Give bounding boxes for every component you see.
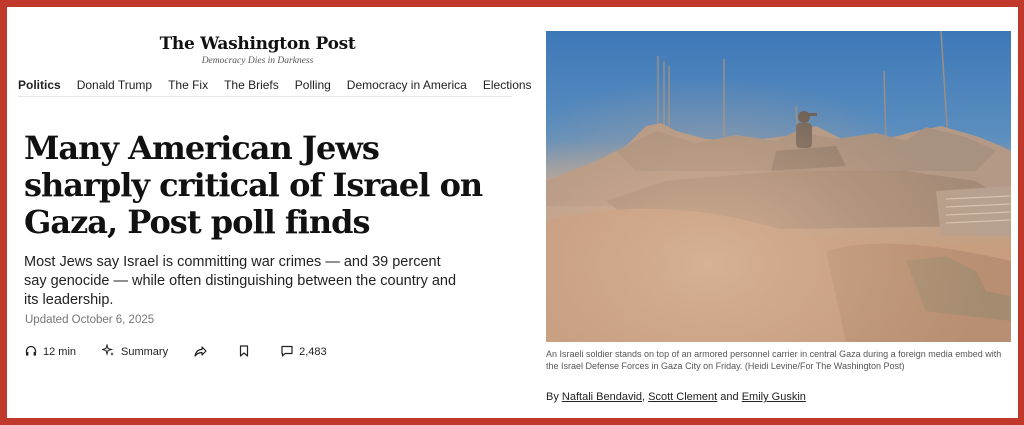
nav-item-the-briefs[interactable]: The Briefs (224, 78, 279, 92)
nav-item-polling[interactable]: Polling (294, 78, 331, 92)
nav-item-donald-trump[interactable]: Donald Trump (76, 78, 153, 92)
nav-item-politics[interactable]: Politics (18, 78, 61, 92)
section-nav (18, 74, 532, 97)
site-logo[interactable]: The Washington Post (159, 34, 356, 54)
summary-button[interactable] (102, 344, 168, 360)
bookmark-icon (239, 345, 255, 360)
share-button[interactable] (194, 345, 213, 360)
author-link-scott-clement[interactable]: Scott Clement (648, 391, 718, 403)
byline-and: and (720, 391, 739, 403)
byline-separator: , (642, 391, 646, 403)
read-time: 12 min (43, 346, 77, 358)
photo-caption: An Israeli soldier stands on top of an armored personnel carrier in central Gaza during a foreign media embed with the Israel Defense Forces in Gaza City on Friday. (Heidi Levine/For The Washington Post) (546, 349, 1002, 371)
article-headline: Many American Jews sharply critical of Israel on Gaza, Post poll finds (24, 129, 483, 241)
headphones-icon (25, 345, 43, 360)
lead-photo[interactable] (546, 31, 1011, 342)
byline (546, 391, 806, 403)
masthead (0, 34, 515, 66)
share-arrow-icon (194, 345, 213, 360)
comment-icon (281, 345, 299, 360)
author-link-naftali-bendavid[interactable]: Naftali Bendavid (561, 391, 643, 403)
article-dek: Most Jews say Israel is committing war crimes — and 39 percent say genocide — while often distinguishing between the country and its leadership. (24, 254, 457, 308)
nav-item-the-fix[interactable]: The Fix (168, 78, 209, 92)
comment-count: 2,483 (299, 346, 327, 358)
article-actions (25, 344, 353, 360)
save-button[interactable] (239, 345, 255, 360)
author-link-emily-guskin[interactable]: Emily Guskin (741, 391, 806, 403)
updated-timestamp: Updated October 6, 2025 (25, 314, 155, 326)
comments-button[interactable] (281, 345, 327, 360)
byline-prefix: By (546, 391, 559, 403)
nav-item-elections[interactable]: Elections (482, 78, 532, 92)
summary-label: Summary (121, 346, 169, 358)
listen-button[interactable] (25, 345, 76, 360)
site-tagline: Democracy Dies in Darkness (201, 56, 314, 66)
nav-item-democracy-in-america[interactable]: Democracy in America (346, 78, 467, 92)
sparkle-icon (102, 344, 121, 360)
